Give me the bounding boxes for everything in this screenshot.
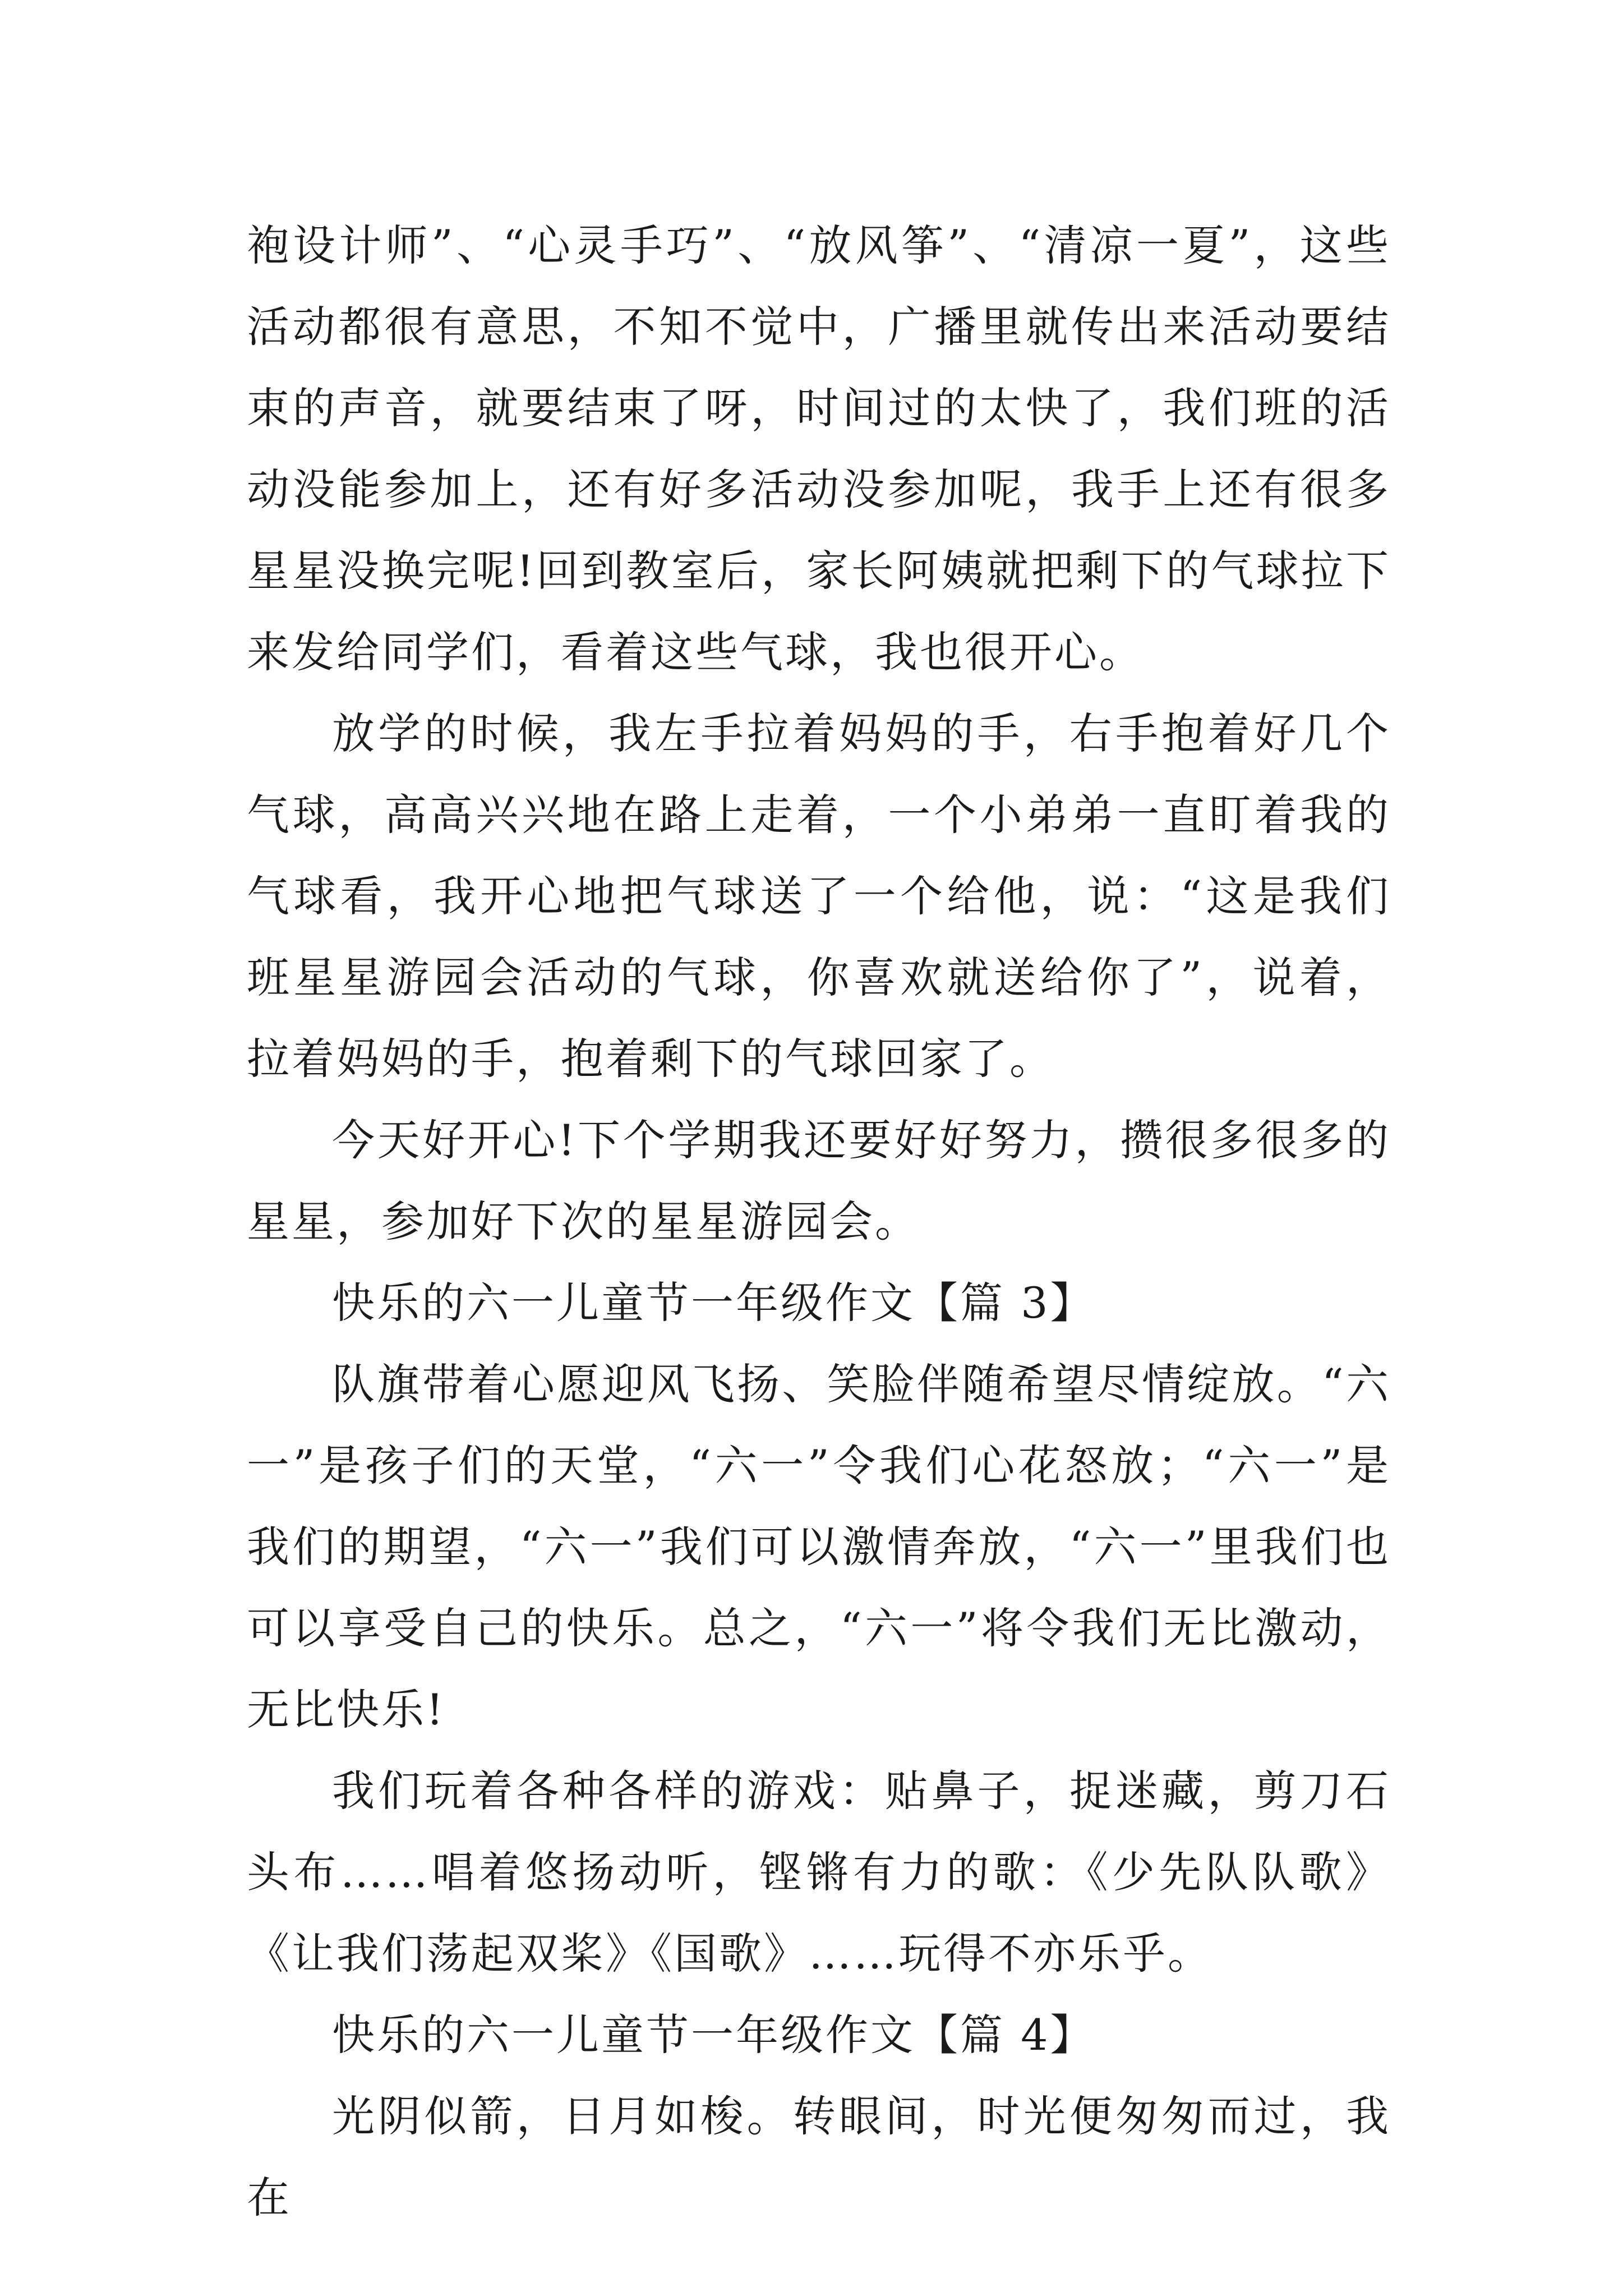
paragraph-team-flag: 队旗带着心愿迎风飞扬、笑脸伴随希望尽情绽放。“六一”是孩子们的天堂，“六一”令我们心花怒放；“六一”是我们的期望，“六一”我们可以激情奔放，“六一”里我们也可以享受自己的快乐。总之，“六一”将令我们无比激动，无比快乐! — [247, 1359, 1391, 1734]
paragraph-time-flies: 光阴似箭，日月如梭。转眼间，时光便匆匆而过，我在 — [247, 2091, 1391, 2223]
paragraph-continued: 袍设计师”、“心灵手巧”、“放风筝”、“清凉一夏”，这些活动都很有意思，不知不觉中，广播里就传出来活动要结束的声音，就要结束了呀，时间过的太快了，我们班的活动没能参加上，还有好多活动没参加呢，我手上还有很多星星没换完呢!回到教室后，家长阿姨就把剩下的气球拉下来发给同学们，看着这些气球，我也很开心。 — [247, 220, 1391, 677]
section-heading-4: 快乐的六一儿童节一年级作文【篇 4】 — [332, 2010, 1095, 2060]
section-heading-3: 快乐的六一儿童节一年级作文【篇 3】 — [332, 1278, 1095, 1328]
paragraph-games: 我们玩着各种各样的游戏：贴鼻子，捉迷藏，剪刀石头布……唱着悠扬动听，铿锵有力的歌：《少先队队歌》《让我们荡起双桨》《国歌》……玩得不亦乐乎。 — [247, 1766, 1391, 1978]
document-body — [247, 205, 1391, 2238]
paragraph-after-school: 放学的时候，我左手拉着妈妈的手，右手抱着好几个气球，高高兴兴地在路上走着，一个小弟弟一直盯着我的气球看，我开心地把气球送了一个给他，说：“这是我们班星星游园会活动的气球，你喜欢就送给你了”，说着，拉着妈妈的手，抱着剩下的气球回家了。 — [247, 708, 1391, 1084]
paragraph-happy-today: 今天好开心!下个学期我还要好好努力，攒很多很多的星星，参加好下次的星星游园会。 — [247, 1115, 1391, 1246]
